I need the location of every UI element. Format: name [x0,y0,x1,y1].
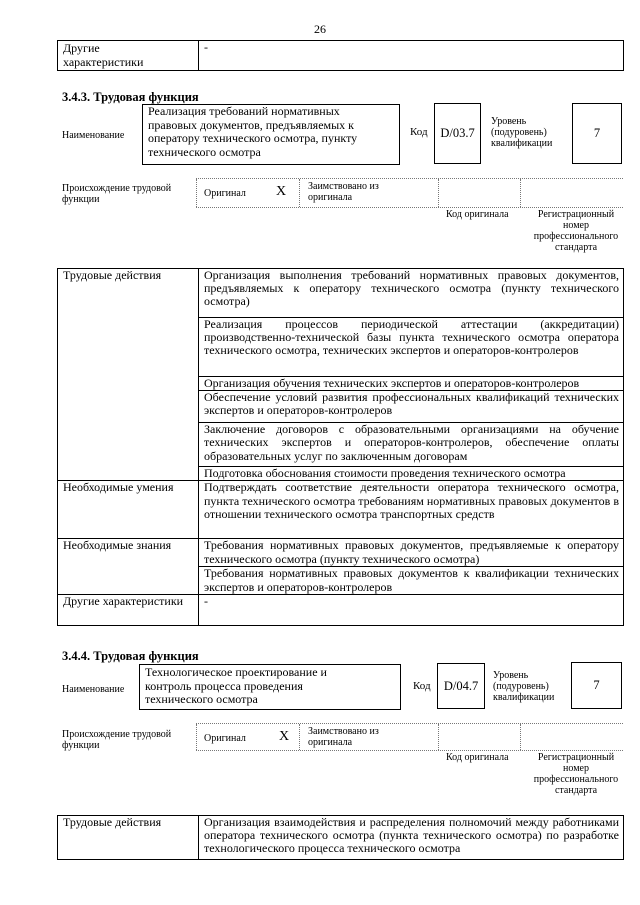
origin-label-line: функции [62,194,100,205]
original-label: Оригинал [204,188,246,199]
name-label: Наименование [62,684,125,695]
table-cell: Организация обучения технических экспертов и операторов-контролеров [199,377,624,391]
row-label-labor-actions: Трудовые действия [58,269,199,481]
function-name-line: Реализация требований нормативных [148,104,340,118]
code-original-label: Код оригинала [446,752,509,763]
original-mark: X [276,184,287,199]
section-heading-344: 3.4.4. Трудовая функция [62,649,199,663]
reg-number-line: Регистрационный [537,209,615,220]
origin-label-line: функции [62,740,100,751]
borrowed-label-line: Заимствовано из [308,181,379,192]
top-table-value: - [199,41,624,71]
reg-number-line: стандарта [554,785,598,796]
level-label-line: Уровень [491,116,527,127]
function-name-line: Технологическое проектирование и [145,665,327,679]
code-label: Код [413,680,431,692]
function-name-line: технического осмотра [148,144,261,159]
function-name-box [142,104,400,165]
top-table-label-line1: Другие [63,41,100,55]
reg-number-label [526,209,626,253]
table-cell: Организация выполнения требований нормативных правовых документов, предъявляемых к оператору технического осмотра (пункту технического осмотра) [199,269,624,318]
code-value-box: D/03.7 [434,103,481,164]
level-label [493,670,554,703]
borrowed-label-line: Заимствовано из [308,726,379,737]
table-cell: - [199,595,624,626]
table-cell: Подтверждать соответствие деятельности оператора технического осмотра, пункта технического осмотра требованиям нормативных правовых документов в отношении технического осмотра транспортных средств [199,481,624,539]
origin-label [62,729,171,751]
function-name-line: оператору технического осмотра, пункту [148,131,358,145]
reg-number-line: профессионального [533,774,619,785]
origin-table [196,178,623,208]
reg-number-line: номер [563,763,589,774]
top-table [57,40,624,71]
section-heading-343: 3.4.3. Трудовая функция [62,90,199,104]
level-label-line: квалификации [491,138,553,149]
function-table-344 [57,815,624,860]
origin-table [196,723,623,751]
reg-number-label [526,752,626,796]
page-number: 26 [314,22,326,36]
function-name-line: технического осмотра [145,692,258,706]
function-name-line: правовых документов, предъявляемых к [148,117,355,132]
function-name-box [139,664,401,710]
level-label-line: Уровень [493,670,529,681]
table-cell: Обеспечение условий развития профессиональных квалификаций технических экспертов и операторов-контролеров [199,391,624,423]
table-cell: Подготовка обоснования стоимости проведения технического осмотра [199,467,624,481]
reg-number-line: профессионального [533,231,619,242]
borrowed-label [308,726,379,748]
origin-label [62,183,171,205]
row-label-other: Другие характеристики [58,595,199,626]
reg-number-line: стандарта [554,242,598,253]
level-value-box: 7 [572,103,622,164]
function-name-line: контроль процесса проведения [145,678,303,693]
row-label-labor-actions: Трудовые действия [58,816,199,860]
table-cell: Требования нормативных правовых документов, предъявляемые к оператору технического осмотра (пункту технического осмотра) [199,539,624,567]
function-table-343 [57,268,624,626]
original-label: Оригинал [204,733,246,744]
origin-label-line: Происхождение трудовой [62,729,172,740]
top-table-label-line2: характеристики [63,55,144,69]
borrowed-label-line: оригинала [308,737,353,748]
level-label-line: квалификации [493,692,555,703]
reg-number-line: номер [563,220,589,231]
row-label-skills: Необходимые умения [58,481,199,539]
code-original-label: Код оригинала [446,209,509,220]
table-cell: Организация взаимодействия и распределения полномочий между работниками оператора технического осмотра (пункта технического осмотра) по разработке технологического процесса технического осмотра [199,816,624,860]
origin-label-line: Происхождение трудовой [62,183,172,194]
level-value-box: 7 [571,662,622,709]
reg-number-line: Регистрационный [537,752,615,763]
level-label-line: (подуровень) [493,681,549,692]
level-label-line: (подуровень) [491,127,547,138]
row-label-knowledge: Необходимые знания [58,539,199,595]
name-label: Наименование [62,130,125,141]
code-label: Код [410,126,428,138]
code-value-box: D/04.7 [437,663,485,709]
table-cell: Реализация процессов периодической аттестации (аккредитации) производственно-технической базы пункта технического осмотра оператора технического осмотра, технических экспертов и операторов-контролеров [199,318,624,377]
original-mark: X [279,729,290,744]
level-label [491,116,552,149]
borrowed-label-line: оригинала [308,192,353,203]
table-cell: Заключение договоров с образовательными организациями на обучение технических экспертов и операторов-контролеров, обеспечение оплаты образовательных услуг по заключенным договорам [199,423,624,467]
table-cell: Требования нормативных правовых документов к квалификации технических экспертов и операторов-контролеров [199,567,624,595]
borrowed-label [308,181,379,203]
